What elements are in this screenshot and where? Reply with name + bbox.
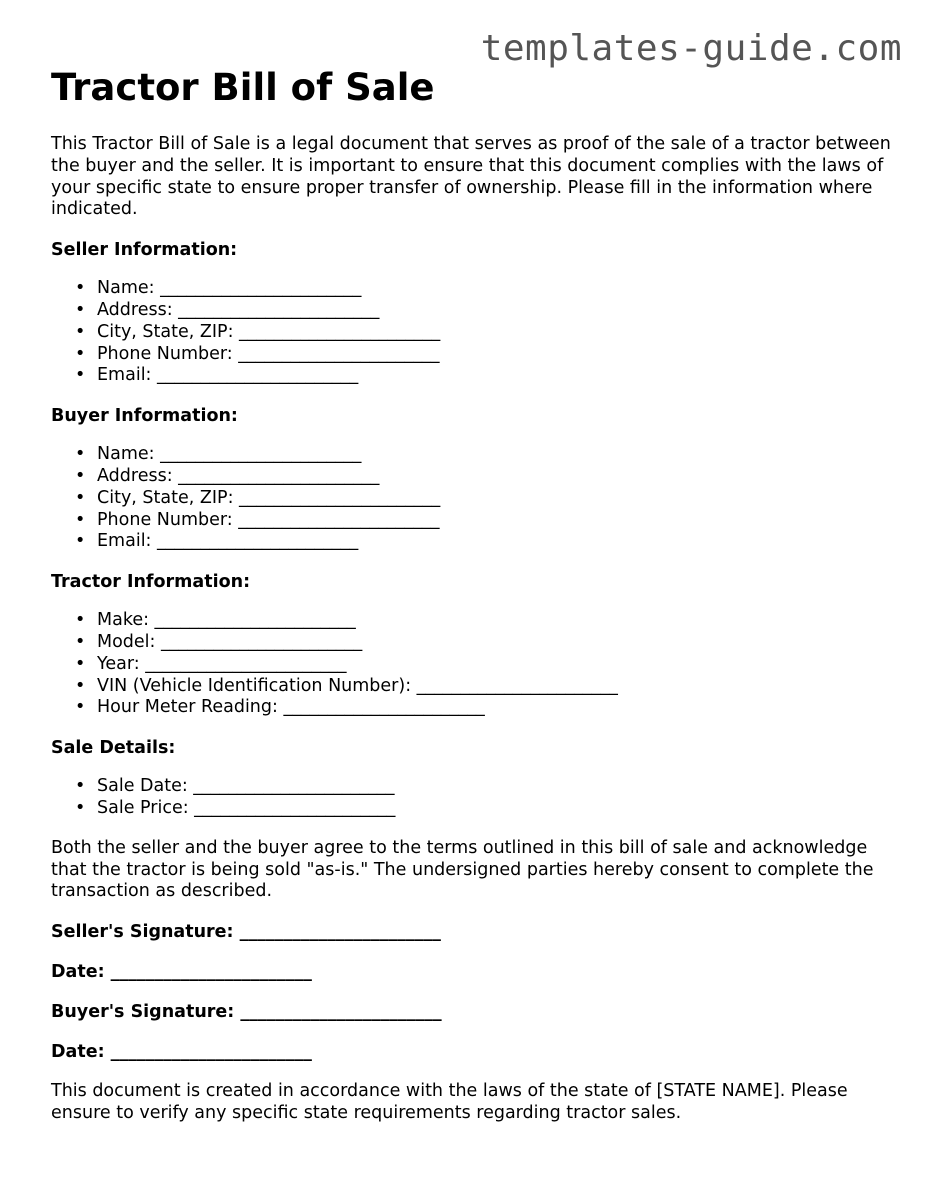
tractor-info-heading: Tractor Information:: [51, 572, 251, 593]
sale-details-heading: Sale Details:: [51, 738, 176, 759]
buyer-info-list: [51, 444, 891, 553]
seller-address-field: • Address: _______________________: [97, 300, 891, 322]
tractor-model-field: • Model: _______________________: [97, 632, 891, 654]
seller-city-state-zip-field: • City, State, ZIP: _______________________: [97, 322, 891, 344]
buyer-signature-line: Buyer's Signature: _______________________: [51, 1002, 442, 1023]
sale-details-list: [51, 776, 891, 820]
document-page: [51, 64, 891, 1125]
buyer-info-heading: Buyer Information:: [51, 406, 238, 427]
buyer-city-state-zip-field: • City, State, ZIP: _______________________: [97, 488, 891, 510]
tractor-info-list: [51, 610, 891, 719]
tractor-hour-meter-field: • Hour Meter Reading: _______________________: [97, 697, 891, 719]
tractor-make-field: • Make: _______________________: [97, 610, 891, 632]
seller-info-list: [51, 278, 891, 387]
seller-signature-line: Seller's Signature: _______________________: [51, 922, 441, 943]
agreement-paragraph: Both the seller and the buyer agree to the terms outlined in this bill of sale and acknowledge that the tractor is being sold "as-is." The undersigned parties hereby consent to complete the transaction as described.: [51, 837, 874, 902]
sale-price-field: • Sale Price: _______________________: [97, 798, 891, 820]
watermark: templates-guide.com: [480, 28, 902, 69]
seller-date-line: Date: _______________________: [51, 962, 312, 983]
intro-paragraph: This Tractor Bill of Sale is a legal document that serves as proof of the sale of a tractor between the buyer and the seller. It is important to ensure that this document complies with the laws of your specific state to ensure proper transfer of ownership. Please fill in the information where indicated.: [51, 134, 891, 220]
tractor-year-field: • Year: _______________________: [97, 654, 891, 676]
seller-name-field: • Name: _______________________: [97, 278, 891, 300]
buyer-address-field: • Address: _______________________: [97, 466, 891, 488]
buyer-phone-field: • Phone Number: _______________________: [97, 510, 891, 532]
seller-info-heading: Seller Information:: [51, 240, 238, 261]
buyer-email-field: • Email: _______________________: [97, 531, 891, 553]
buyer-name-field: • Name: _______________________: [97, 444, 891, 466]
buyer-date-line: Date: _______________________: [51, 1042, 312, 1063]
tractor-vin-field: • VIN (Vehicle Identification Number): _______________________: [97, 676, 891, 698]
seller-phone-field: • Phone Number: _______________________: [97, 344, 891, 366]
page-title: Tractor Bill of Sale: [51, 66, 435, 109]
footer-note: This document is created in accordance with the laws of the state of [STATE NAME]. Please ensure to verify any specific state requirements regarding tractor sales.: [51, 1081, 848, 1123]
seller-email-field: • Email: _______________________: [97, 365, 891, 387]
sale-date-field: • Sale Date: _______________________: [97, 776, 891, 798]
